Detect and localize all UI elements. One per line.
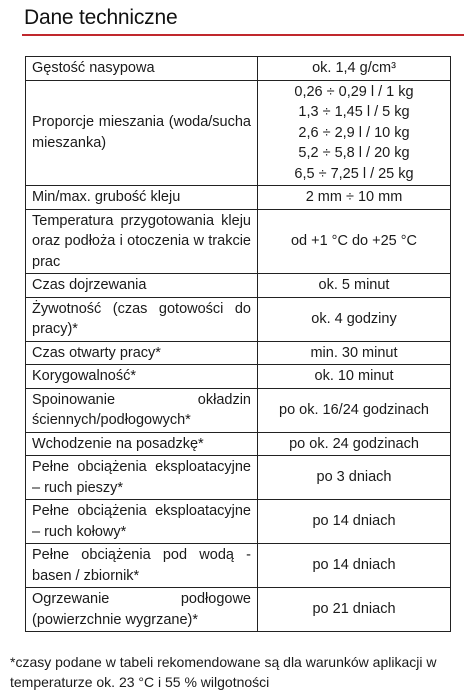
- table-row: [26, 209, 451, 274]
- table-row: [26, 297, 451, 341]
- header-underline: [22, 34, 464, 36]
- table-row: [26, 80, 451, 186]
- value-cell: [258, 500, 451, 544]
- table-row: [26, 432, 451, 456]
- value-line: od +1 °C do +25 °C: [290, 233, 418, 249]
- value-line: ok. 5 minut: [318, 277, 390, 293]
- parameter-cell: Żywotność (czas gotowości do pracy)*: [26, 297, 258, 341]
- technical-data-table-body: [26, 57, 451, 632]
- value-line: 5,2 ÷ 5,8 l / 20 kg: [298, 145, 410, 161]
- value-cell: [258, 57, 451, 81]
- table-row: [26, 456, 451, 500]
- parameter-cell: Proporcje mieszania (woda/sucha mieszanka): [26, 80, 258, 186]
- parameter-cell: Gęstość nasypowa: [26, 57, 258, 81]
- parameter-cell: Min/max. grubość kleju: [26, 186, 258, 210]
- table-row: [26, 388, 451, 432]
- value-line: po 14 dniach: [312, 557, 396, 574]
- value-line: 1,3 ÷ 1,45 l / 5 kg: [298, 104, 410, 120]
- value-cell: [258, 209, 451, 274]
- value-cell: [258, 432, 451, 456]
- parameter-cell: Temperatura przygotowania kleju oraz podłoża i otoczenia w trakcie prac: [26, 209, 258, 274]
- technical-data-table: [25, 56, 451, 632]
- value-line: po ok. 16/24 godzinach: [279, 401, 429, 418]
- value-cell: [258, 297, 451, 341]
- table-row: [26, 274, 451, 298]
- value-line: ok. 10 minut: [314, 368, 394, 384]
- table-row: [26, 588, 451, 632]
- value-cell: [258, 274, 451, 298]
- value-cell: [258, 588, 451, 632]
- parameter-cell: Pełne obciążenia eksploatacyjne – ruch pieszy*: [26, 456, 258, 500]
- value-line: po ok. 24 godzinach: [289, 435, 419, 452]
- value-cell: [258, 456, 451, 500]
- parameter-cell: Ogrzewanie podłogowe (powierzchnie wygrzane)*: [26, 588, 258, 632]
- value-line: po 21 dniach: [312, 601, 396, 618]
- parameter-cell: Czas dojrzewania: [26, 274, 258, 298]
- value-line: 0,26 ÷ 0,29 l / 1 kg: [294, 83, 414, 100]
- section-title: Dane techniczne: [24, 6, 178, 29]
- table-row: [26, 341, 451, 365]
- value-line: 2 mm ÷ 10 mm: [305, 189, 403, 205]
- value-line: po 14 dniach: [312, 513, 396, 530]
- parameter-cell: Czas otwarty pracy*: [26, 341, 258, 365]
- parameter-cell: Pełne obciążenia eksploatacyjne – ruch kołowy*: [26, 500, 258, 544]
- table-row: [26, 544, 451, 588]
- value-line: 2,6 ÷ 2,9 l / 10 kg: [298, 124, 410, 141]
- table-row: [26, 186, 451, 210]
- footnote: *czasy podane w tabeli rekomendowane są dla warunków aplikacji w temperaturze ok. 23 °C i 55 % wilgotności: [10, 654, 437, 690]
- value-cell: [258, 388, 451, 432]
- value-cell: [258, 365, 451, 389]
- value-cell: [258, 341, 451, 365]
- table-row: [26, 500, 451, 544]
- value-line: ok. 4 godziny: [311, 310, 397, 327]
- parameter-cell: Wchodzenie na posadzkę*: [26, 432, 258, 456]
- section-header: [24, 4, 464, 34]
- parameter-cell: Spoinowanie okładzin ściennych/podłogowych*: [26, 388, 258, 432]
- parameter-cell: Pełne obciążenia pod wodą - basen / zbiornik*: [26, 544, 258, 588]
- value-cell: [258, 544, 451, 588]
- value-cell: [258, 186, 451, 210]
- table-row: [26, 57, 451, 81]
- value-line: min. 30 minut: [310, 344, 398, 361]
- value-line: ok. 1,4 g/cm³: [312, 60, 396, 76]
- value-cell: [258, 80, 451, 186]
- value-line: 6,5 ÷ 7,25 l / 25 kg: [294, 165, 414, 182]
- parameter-cell: Korygowalność*: [26, 365, 258, 389]
- table-row: [26, 365, 451, 389]
- value-line: po 3 dniach: [316, 469, 392, 486]
